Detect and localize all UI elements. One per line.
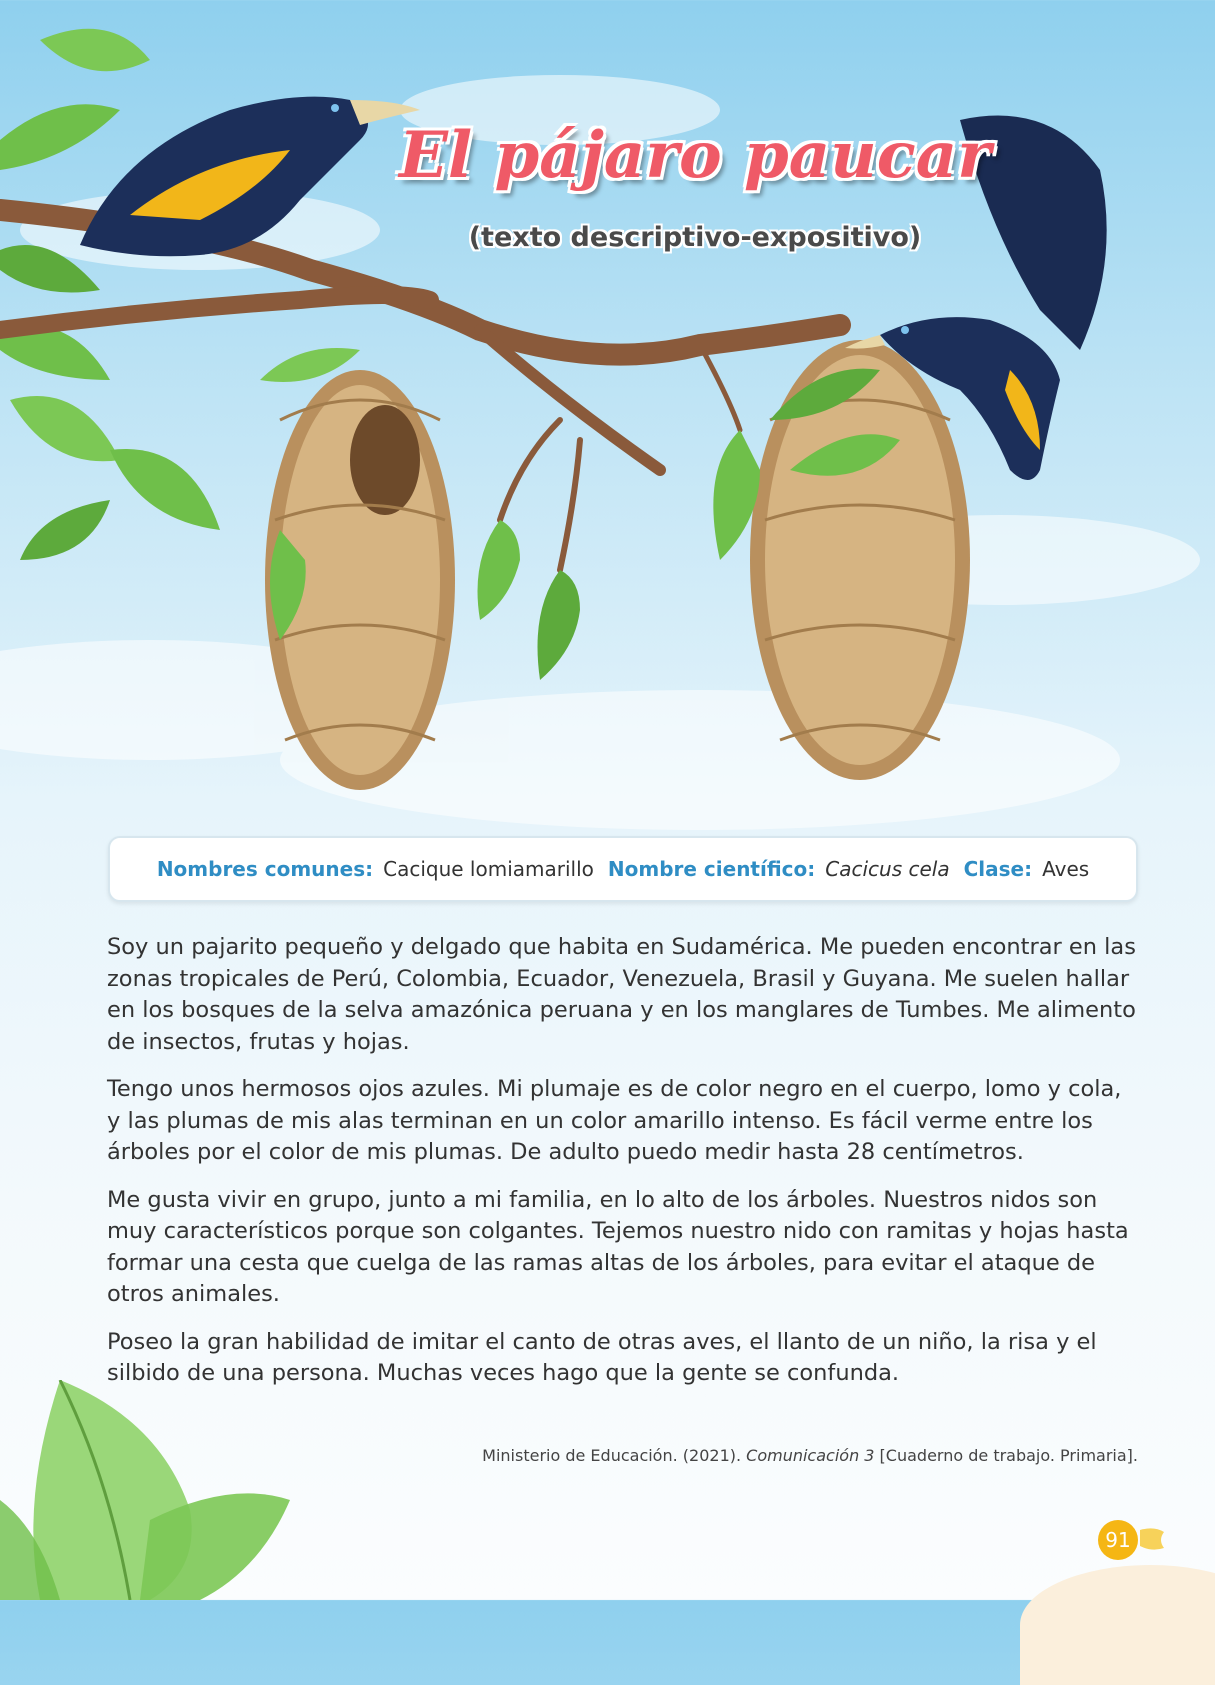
class-value: Aves [1042,857,1090,881]
page-subtitle: (texto descriptivo-expositivo) [468,222,922,253]
scientific-name-value: Cacicus cela [825,857,950,881]
footer-decoration [1020,1565,1215,1685]
citation-suffix: [Cuaderno de trabajo. Primaria]. [874,1446,1138,1465]
citation-book: Comunicación 3 [746,1446,875,1465]
scientific-name-label: Nombre científico: [607,857,816,881]
corner-leaves-decoration [0,1380,320,1600]
page-number-badge: 91 [1098,1520,1138,1560]
article-body [107,932,1137,1406]
page-tab-icon [1140,1526,1166,1552]
paragraph-nests: Me gusta vivir en grupo, junto a mi familia, en lo alto de los árboles. Nuestros nidos son muy característicos porque son colgantes. Tejemos nuestro nido con ramitas y hojas hasta formar una cesta que cuelga de las ramas altas de los árboles, para evitar el ataque de otros animales. [107,1186,1129,1307]
page-title: El pájaro paucar [399,118,991,193]
paragraph-mimicry: Poseo la gran habilidad de imitar el canto de otras aves, el llanto de un niño, la risa y el silbido de una persona. Muchas veces hago que la gente se confunda. [107,1328,1097,1386]
source-citation [420,1446,1138,1465]
common-names-value: Cacique lomiamarillo [383,857,594,881]
common-names-label: Nombres comunes: [156,857,374,881]
citation-prefix: Ministerio de Educación. (2021). [482,1446,747,1465]
class-label: Clase: [963,857,1033,881]
paragraph-appearance: Tengo unos hermosos ojos azules. Mi plumaje es de color negro en el cuerpo, lomo y cola, y las plumas de mis alas terminan en un color amarillo intenso. Es fácil verme entre los árboles por el color de mis plumas. De adulto puedo medir hasta 28 centímetros. [107,1076,1122,1165]
left-leaves [0,29,220,560]
species-info-box [108,836,1138,902]
paragraph-habitat: Soy un pajarito pequeño y delgado que habita en Sudamérica. Me pueden encontrar en las zonas tropicales de Perú, Colombia, Ecuador, Venezuela, Brasil y Guyana. Me suelen hallar en los bosques de la selva amazónica peruana y en los manglares de Tumbes. Me alimento de insectos, frutas y hojas. [107,934,1136,1055]
